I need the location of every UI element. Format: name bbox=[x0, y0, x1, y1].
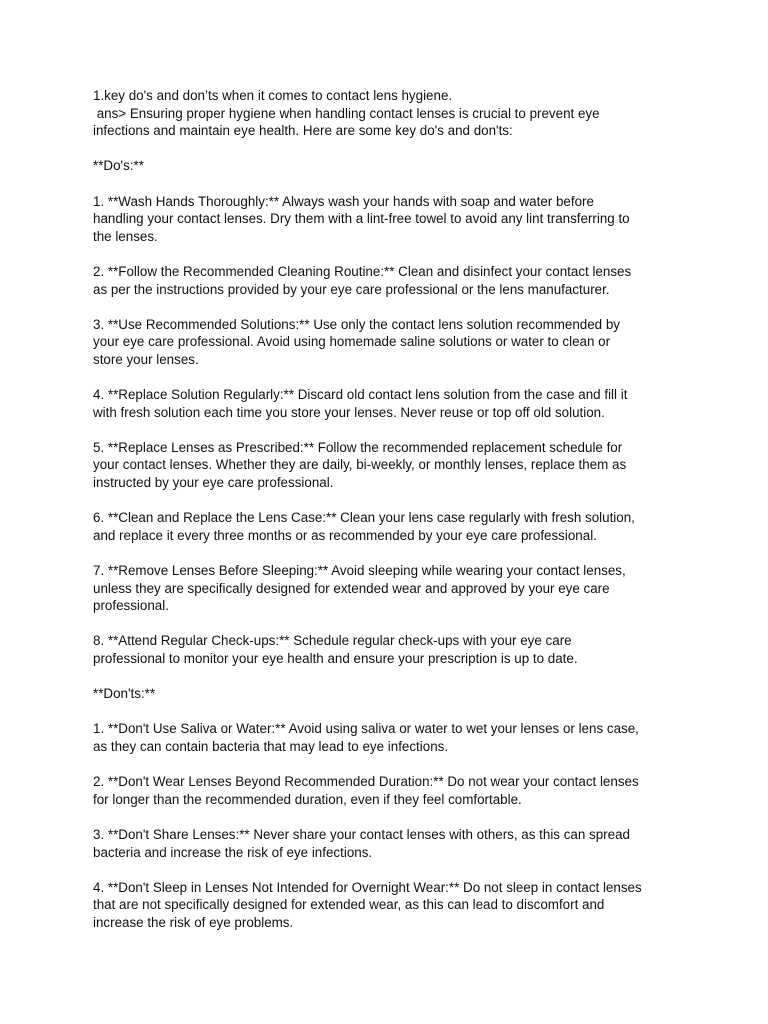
dos-item-6 bbox=[93, 509, 693, 544]
dos-item-8 bbox=[93, 632, 693, 667]
donts-item-4 bbox=[93, 879, 693, 932]
item-line: instructed by your eye care professional. bbox=[93, 475, 334, 491]
item-line: the lenses. bbox=[93, 228, 158, 244]
item-line: 5. **Replace Lenses as Prescribed:** Follow the recommended replacement schedule for bbox=[93, 439, 623, 455]
item-line: 6. **Clean and Replace the Lens Case:** Clean your lens case regularly with fresh solution, bbox=[93, 510, 635, 526]
dos-item-3 bbox=[93, 316, 693, 369]
donts-item-3 bbox=[93, 826, 693, 861]
item-line: unless they are specifically designed for extended wear and approved by your eye care bbox=[93, 580, 610, 596]
donts-heading-text: **Don'ts:** bbox=[93, 686, 156, 702]
answer-line-2: infections and maintain eye health. Here are some key do's and don'ts: bbox=[93, 123, 513, 139]
dos-heading bbox=[93, 157, 693, 175]
item-line: 7. **Remove Lenses Before Sleeping:** Avoid sleeping while wearing your contact lenses, bbox=[93, 563, 626, 579]
item-line: your contact lenses. Whether they are daily, bi-weekly, or monthly lenses, replace them as bbox=[93, 457, 627, 473]
item-line: as they can contain bacteria that may lead to eye infections. bbox=[93, 738, 449, 754]
question-text: 1.key do's and don’ts when it comes to contact lens hygiene. bbox=[93, 88, 453, 103]
item-line: that are not specifically designed for extended wear, as this can lead to discomfort and bbox=[93, 897, 605, 913]
item-line: bacteria and increase the risk of eye infections. bbox=[93, 844, 373, 860]
item-line: with fresh solution each time you store your lenses. Never reuse or top off old solution. bbox=[93, 404, 605, 420]
dos-item-7 bbox=[93, 562, 693, 615]
dos-item-2 bbox=[93, 263, 693, 298]
item-line: as per the instructions provided by your eye care professional or the lens manufacturer. bbox=[93, 281, 610, 297]
document-page bbox=[93, 87, 693, 949]
item-line: 4. **Replace Solution Regularly:** Discard old contact lens solution from the case and fill it bbox=[93, 387, 628, 403]
item-line: your eye care professional. Avoid using homemade saline solutions or water to clean or bbox=[93, 334, 611, 350]
item-line: 1. **Don't Use Saliva or Water:** Avoid using saliva or water to wet your lenses or lens case, bbox=[93, 721, 639, 737]
item-line: and replace it every three months or as recommended by your eye care professional. bbox=[93, 527, 597, 543]
donts-item-2 bbox=[93, 773, 693, 808]
item-line: 4. **Don't Sleep in Lenses Not Intended for Overnight Wear:** Do not sleep in contact lenses bbox=[93, 879, 642, 895]
donts-heading bbox=[93, 685, 693, 703]
item-line: store your lenses. bbox=[93, 351, 199, 367]
answer-line-1: ans> Ensuring proper hygiene when handling contact lenses is crucial to prevent eye bbox=[93, 105, 600, 121]
item-line: 1. **Wash Hands Thoroughly:** Always wash your hands with soap and water before bbox=[93, 193, 594, 209]
dos-item-5 bbox=[93, 439, 693, 492]
donts-item-1 bbox=[93, 720, 693, 755]
dos-item-4 bbox=[93, 386, 693, 421]
item-line: handling your contact lenses. Dry them with a lint-free towel to avoid any lint transferring to bbox=[93, 211, 630, 227]
item-line: 2. **Don't Wear Lenses Beyond Recommended Duration:** Do not wear your contact lenses bbox=[93, 774, 639, 790]
question-block bbox=[93, 87, 693, 140]
dos-item-1 bbox=[93, 193, 693, 246]
item-line: 2. **Follow the Recommended Cleaning Routine:** Clean and disinfect your contact lenses bbox=[93, 263, 632, 279]
item-line: 3. **Use Recommended Solutions:** Use only the contact lens solution recommended by bbox=[93, 316, 620, 332]
dos-heading-text: **Do's:** bbox=[93, 158, 144, 174]
item-line: increase the risk of eye problems. bbox=[93, 914, 294, 930]
item-line: for longer than the recommended duration, even if they feel comfortable. bbox=[93, 791, 522, 807]
item-line: 8. **Attend Regular Check-ups:** Schedule regular check-ups with your eye care bbox=[93, 633, 572, 649]
item-line: 3. **Don't Share Lenses:** Never share your contact lenses with others, as this can spread bbox=[93, 826, 630, 842]
item-line: professional. bbox=[93, 598, 169, 614]
item-line: professional to monitor your eye health and ensure your prescription is up to date. bbox=[93, 651, 578, 666]
